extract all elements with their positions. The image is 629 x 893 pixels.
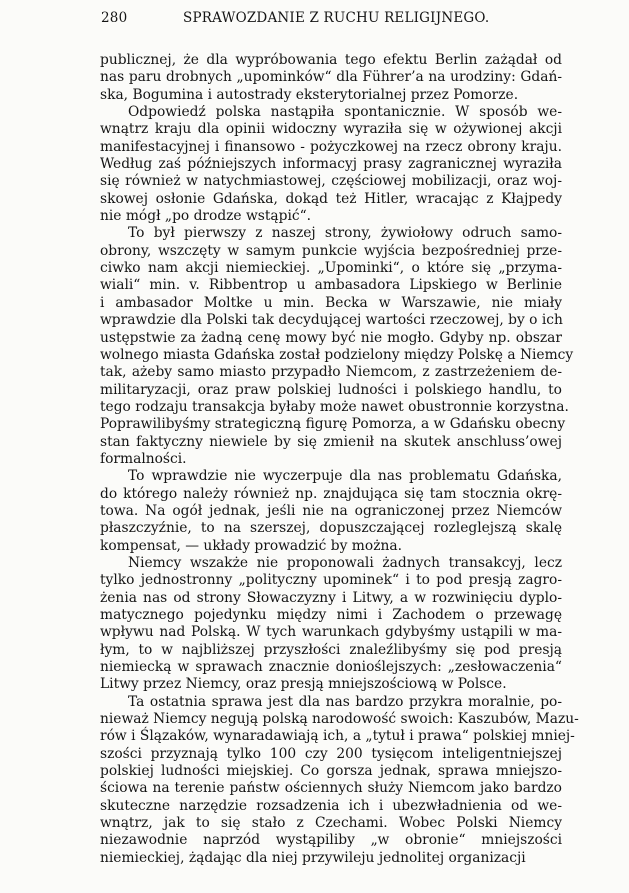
body-text [100,52,579,867]
text-line: wnątrz, jak to się stało z Czechami. Wobec Polski Niemcy [100,815,562,832]
text-line: Litwy przez Niemcy, oraz presją mniejszościową w Polsce. [100,676,507,693]
text-line: Ta ostatnia sprawa jest dla nas bardzo przykra moralnie, po- [128,693,562,710]
text-line: Według zaś późniejszych informacyj prasy zagranicznej wyraziła [100,156,562,173]
text-line: ska, Bogumina i autostrady eksterytorialnej przez Pomorze. [100,86,519,103]
text-line: tylko jednostronny „polityczny upominek“ i to pod presją zagro- [100,572,562,589]
text-line: formalności. [100,450,187,467]
text-line: publicznej, że dla wypróbowania tego efektu Berlin zażądał od [100,52,562,68]
text-line: tak, ażeby samo miasto przypadło Niemcom, z zastrzeżeniem de- [100,364,562,381]
text-line: skuteczne narzędzie rozsadzenia ich i ubezwładnienia od we- [100,797,562,814]
text-line: płaszczyźnie, to na szerszej, dopuszczającej rozleglejszą skalę [100,520,562,537]
text-line: polskiej ludności miejskiej. Co gorsza jednak, sprawa mniejszo- [100,763,562,780]
text-line: szości przyznają tylko 100 czy 200 tysięcom inteligentniejszej [100,745,562,762]
text-line: skowej osłonie Gdańska, dokąd też Hitler, wracając z Kłajpedy [100,190,562,207]
paragraph [100,52,562,104]
text-line: żenia nas od strony Słowaczyzny i Litwy, a w rozwinięciu dyplo- [100,589,562,606]
text-line: i ambasador Moltke u min. Becka w Warszawie, nie miały [100,294,562,311]
text-line: Poprawilibyśmy strategiczną figurę Pomorza, a w Gdańsku obecny [100,416,566,433]
text-line: niezawodnie naprzód wystąpiliby „w obronie“ mniejszości [100,832,562,849]
paragraph [100,225,574,468]
text-line: kompensat, — układy prowadzić by można. [100,537,402,554]
text-line: matycznego pojedynku między nimi i Zachodem o przewagę [100,607,562,623]
paragraph [100,104,562,225]
text-line: tego rodzaju transakcja byłaby może nawet obustronnie korzystna. [100,398,569,415]
text-line: To był pierwszy z naszej strony, żywiołowy odruch samo- [128,225,562,242]
text-line: wnątrz kraju dla opinii widoczny wyraziła się w ożywionej akcji [100,121,562,138]
running-head: SPRAWOZDANIE Z RUCHU RELIGIJNEGO. [183,10,490,26]
text-line: niemieckiej, żądając dla niej przywileju jednolitej organizacji [100,849,526,866]
text-line: Niemcy wszakże nie proponowali żadnych transakcyj, lecz [128,554,562,571]
page-number: 280 [101,10,128,26]
text-line: towa. Na ogół jednak, jeśli nie na ograniczonej przez Niemców [100,502,562,519]
text-line: To wprawdzie nie wyczerpuje dla nas problematu Gdańska, [128,468,562,485]
text-line: stan faktyczny niewiele by się zmienił na skutek anschluss’owej [100,433,562,450]
page-header [101,10,561,30]
text-line: manifestacyjnej i finansowo - pożyczkowej na rzecz obrony kraju. [100,138,562,155]
text-line: łym, to w najbliższej przyszłości znaleźlibyśmy się pod presją [100,641,562,658]
text-line: Odpowiedź polska nastąpiła spontanicznie. W sposób we- [128,104,562,121]
text-line: do którego należy również np. znajdująca się tam stocznia okrę- [100,485,562,502]
text-line: nieważ Niemcy negują polską narodowość swoich: Kaszubów, Mazu- [100,711,579,728]
text-line: nie mógł „po drodze wstąpić“. [100,208,312,225]
text-line: wiali“ min. v. Ribbentrop u ambasadora Lipskiego w Berlinie [100,277,562,294]
text-line: wpływu nad Polską. W tych warunkach gdybyśmy ustąpili w ma- [100,624,562,641]
text-line: się również w natychmiastowej, częściowej mobilizacji, oraz woj- [100,173,562,190]
text-line: ściowa na terenie państw ościennych służy Niemcom jako bardzo [100,780,562,797]
text-line: militaryzacji, oraz praw polskiej ludności i polskiego handlu, to [100,381,562,398]
text-line: obrony, wszczęty w samym punkcie wyjścia bezpośredniej prze- [100,242,562,259]
paragraph [100,693,579,867]
text-line: rów i Ślązaków, wynaradawiają ich, a „tytuł i prawa“ polskiej mniej- [100,728,575,745]
text-line: nas paru drobnych „upominków“ dla Führer’a na urodziny: Gdań- [100,69,562,86]
paragraph [100,555,562,694]
text-line: wolnego miasta Gdańska został podzielony między Polskę a Niemcy [100,346,574,363]
text-line: ciwko nam akcji niemieckiej. „Upominki“, o które się „przyma- [100,260,562,277]
text-line: ustępstwie za żadną cenę mowy być nie mogło. Gdyby np. obszar [100,329,562,346]
text-line: wprawdzie dla Polski tak decydującej wartości rzeczowej, by o ich [100,312,563,329]
paragraph [100,468,562,555]
text-line: niemiecką w sprawach znacznie donioślejszych: „zesłowaczenia“ [100,659,562,676]
